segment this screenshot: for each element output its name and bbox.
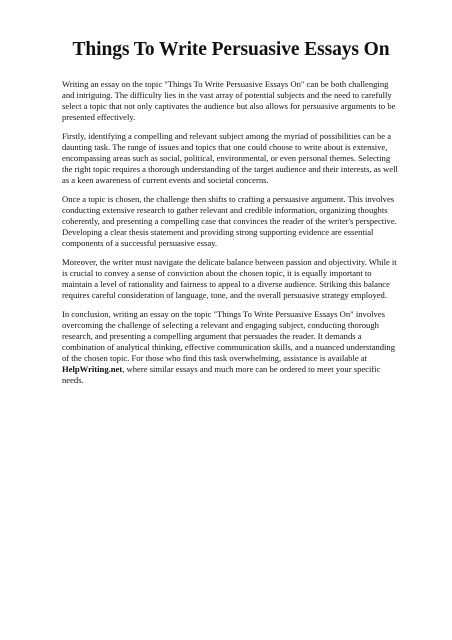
paragraph-intro: Writing an essay on the topic "Things To Write Persuasive Essays On" can be both challenging and intriguing. The difficulty lies in the vast array of potential subjects and the need to carefully select a topic that not only captivates the audience but also allows for persuasive arguments to be presented effectively. bbox=[62, 79, 396, 122]
paragraph-argument: Once a topic is chosen, the challenge then shifts to crafting a persuasive argument. This involves conducting extensive research to gather relevant and credible information, organizing thoughts coherently, and presenting a compelling case that convinces the reader of the writer's perspective. Developing a clear thesis statement and providing strong supporting evidence are essential components of a successful persuasive essay. bbox=[62, 194, 397, 248]
helpwriting-link[interactable]: HelpWriting.net bbox=[62, 363, 123, 374]
document-title: Things To Write Persuasive Essays On bbox=[72, 39, 390, 60]
conclusion-tail: , where similar essays and much more can be ordered to meet your specific needs. bbox=[62, 363, 381, 385]
paragraph-balance: Moreover, the writer must navigate the delicate balance between passion and objectivity. While it is crucial to convey a sense of conviction about the chosen topic, it is equally important to maintain a level of rationality and fairness to appeal to a diverse audience. Striking this balance requires careful consideration of language, tone, and the overall persuasive strategy employed. bbox=[62, 257, 397, 300]
conclusion-text: In conclusion, writing an essay on the topic "Things To Write Persuasive Essays On" involves overcoming the challenge of selecting a relevant and engaging subject, conducting thorough research, and presenting a compelling argument that persuades the reader. It demands a combination of analytical thinking, effective communication skills, and a nuanced understanding of the chosen topic. For those who find this task overwhelming, assistance is available at bbox=[62, 309, 395, 363]
paragraph-conclusion bbox=[62, 309, 400, 385]
paragraph-topic-selection: Firstly, identifying a compelling and relevant subject among the myriad of possibilities can be a daunting task. The range of issues and topics that one could choose to write about is extensive, encompassing areas such as social, political, environmental, or even personal themes. Selecting the right topic requires a thorough understanding of the target audience and their interests, as well as a keen awareness of current events and societal concerns. bbox=[62, 131, 398, 185]
